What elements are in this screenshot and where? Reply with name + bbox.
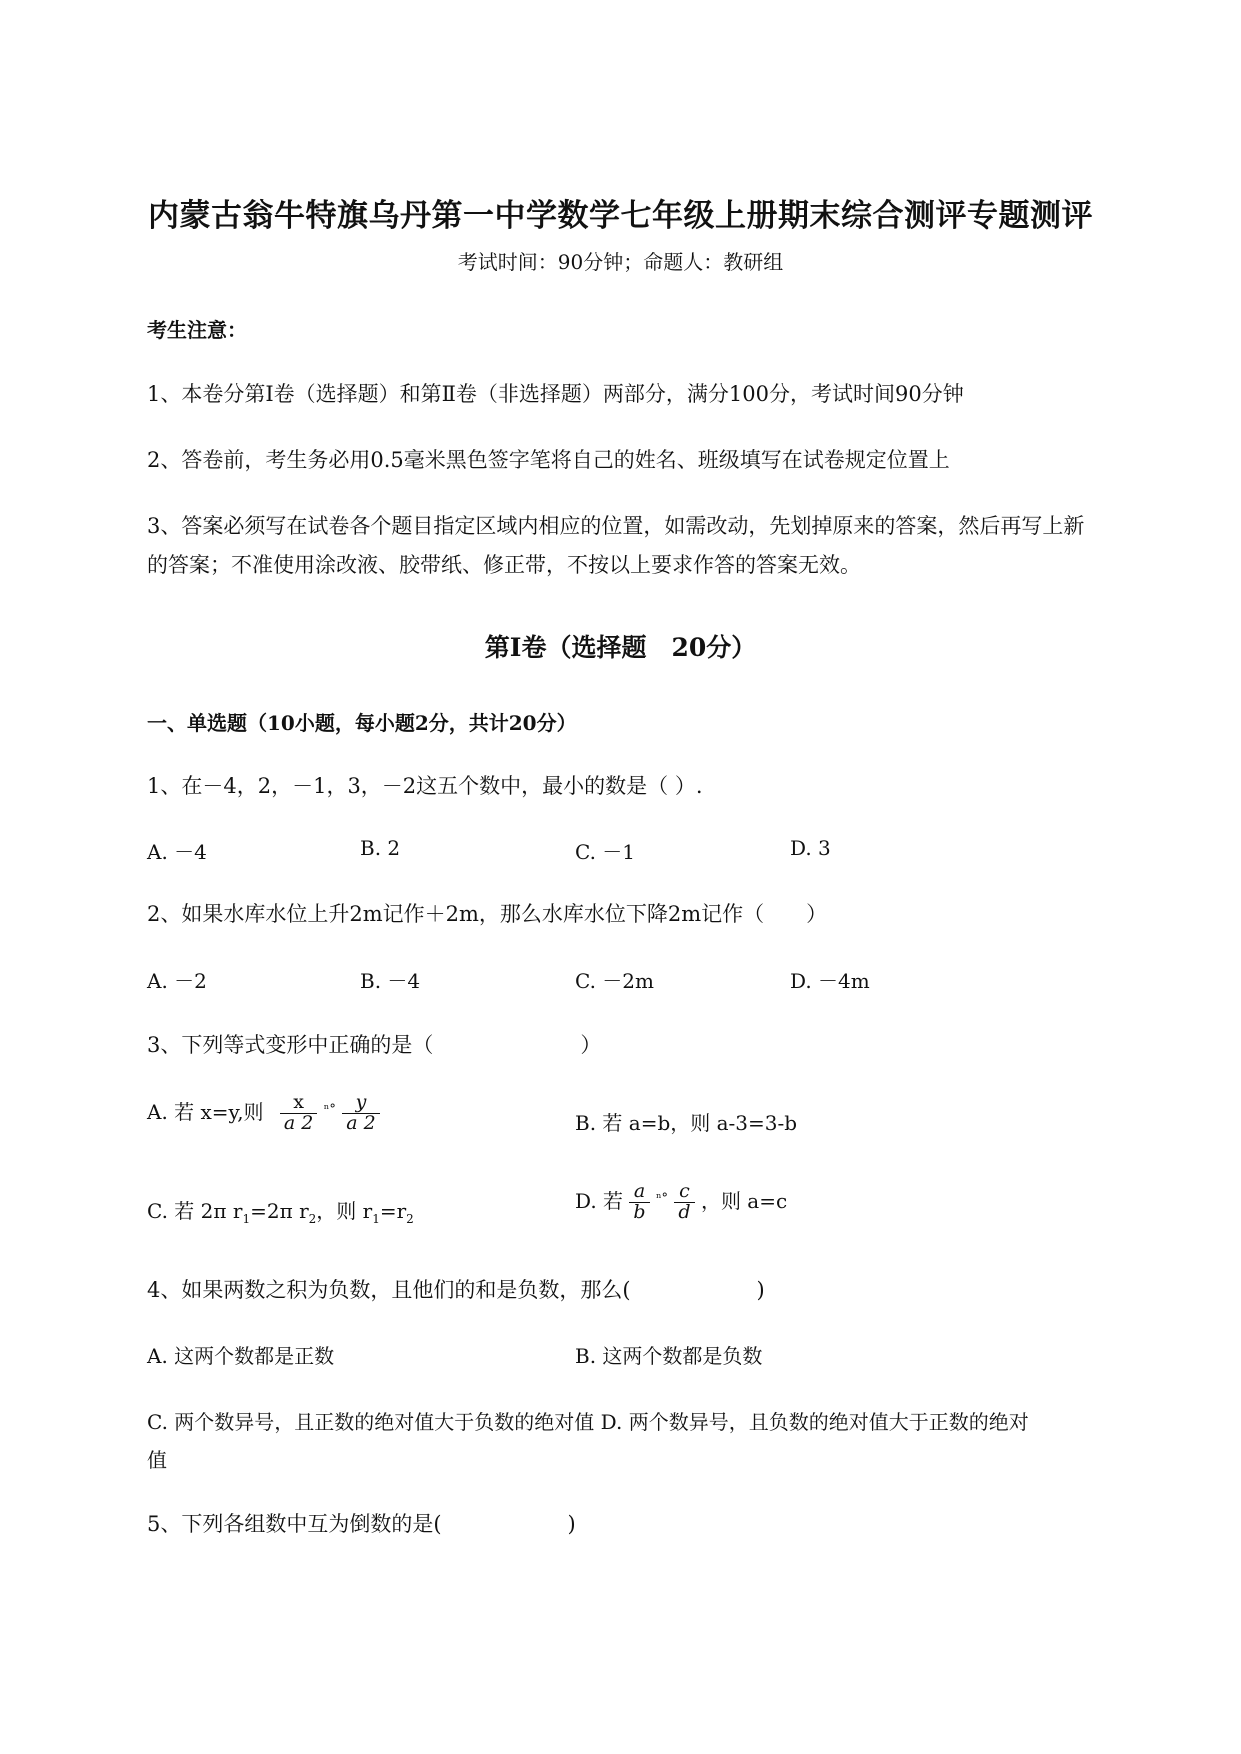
question-1-option-a: A. －4: [147, 840, 207, 864]
garbled-symbol: ⁿ°: [323, 1101, 336, 1117]
question-1-stem: 1、在－4，2，－1，3，－2这五个数中，最小的数是（ ）.: [147, 774, 703, 798]
question-3-option-a: [147, 1093, 380, 1134]
option-d-suffix: ，则 a=c: [700, 1188, 788, 1213]
notice-item-1: 1、本卷分第I卷（选择题）和第Ⅱ卷（非选择题）两部分，满分100分，考试时间90分钟: [147, 382, 964, 406]
option-c-text: =r: [379, 1199, 407, 1223]
question-3-option-c: [147, 1195, 414, 1226]
fraction-x-over-a2: [280, 1093, 317, 1134]
question-2-option-d: D. －4m: [790, 969, 870, 993]
question-2-option-b: B. －4: [360, 969, 421, 993]
question-4-option-a: A. 这两个数都是正数: [147, 1344, 335, 1368]
option-d-prefix: D. 若: [575, 1188, 624, 1213]
question-5-stem: 5、下列各组数中互为倒数的是( ): [147, 1512, 576, 1536]
question-4-option-b: B. 这两个数都是负数: [575, 1344, 763, 1368]
fraction-denominator: b: [633, 1200, 646, 1223]
exam-info: 考试时间：90分钟；命题人：教研组: [457, 250, 784, 274]
page-title: 内蒙古翁牛特旗乌丹第一中学数学七年级上册期末综合测评专题测评: [148, 198, 1093, 234]
question-3-stem: 3、下列等式变形中正确的是（ ）: [147, 1033, 602, 1057]
question-4-options-wrap: 值: [147, 1448, 167, 1472]
notice-item-3: 3、答案必须写在试卷各个题目指定区域内相应的位置，如需改动，先划掉原来的答案，然后再写上新: [147, 514, 1085, 538]
question-1-option-b: B. 2: [360, 836, 401, 860]
option-c-text: C. 若 2π r: [147, 1199, 243, 1223]
fraction-c-over-d: [674, 1182, 694, 1223]
fraction-denominator: a 2: [283, 1111, 314, 1134]
section-heading: 第I卷（选择题 20分）: [484, 633, 757, 662]
notice-heading: 考生注意：: [147, 318, 247, 342]
question-3-option-b: B. 若 a=b，则 a-3=3-b: [575, 1111, 798, 1135]
part-heading: 一、单选题（10小题，每小题2分，共计20分）: [147, 711, 577, 735]
fraction-numerator: y: [342, 1093, 379, 1114]
garbled-symbol: ⁿ°: [655, 1190, 669, 1206]
subscript: 2: [406, 1212, 414, 1226]
question-1-option-c: C. －1: [575, 840, 636, 864]
fraction-numerator: x: [280, 1093, 317, 1114]
fraction-denominator: a 2: [346, 1111, 376, 1134]
notice-item-3-continued: 的答案；不准使用涂改液、胶带纸、修正带，不按以上要求作答的答案无效。: [147, 553, 861, 577]
question-4-stem: 4、如果两数之积为负数，且他们的和是负数，那么( ): [147, 1278, 765, 1302]
option-c-text: ，则 r: [316, 1199, 373, 1223]
option-a-prefix: A. 若 x=y,则: [147, 1099, 264, 1124]
option-c-text: =2π r: [250, 1199, 309, 1223]
subscript: 2: [308, 1212, 317, 1226]
question-1-option-d: D. 3: [790, 836, 831, 860]
question-2-option-c: C. －2m: [575, 969, 654, 993]
fraction-y-over-a2: [342, 1093, 379, 1134]
question-4-options-c-d: C. 两个数异号，且正数的绝对值大于负数的绝对值 D. 两个数异号，且负数的绝对值大于正数的绝对: [147, 1410, 1029, 1434]
subscript: 1: [372, 1212, 380, 1226]
fraction-numerator: a: [629, 1182, 649, 1203]
notice-item-2: 2、答卷前，考生务必用0.5毫米黑色签字笔将自己的姓名、班级填写在试卷规定位置上: [147, 448, 950, 472]
question-2-option-a: A. －2: [147, 969, 207, 993]
subscript: 1: [242, 1212, 251, 1226]
fraction-a-over-b: [629, 1182, 649, 1223]
fraction-denominator: d: [678, 1200, 691, 1223]
question-2-stem: 2、如果水库水位上升2m记作＋2m，那么水库水位下降2m记作（ ）: [147, 902, 828, 926]
fraction-numerator: c: [674, 1182, 694, 1203]
question-3-option-d: [575, 1182, 787, 1223]
